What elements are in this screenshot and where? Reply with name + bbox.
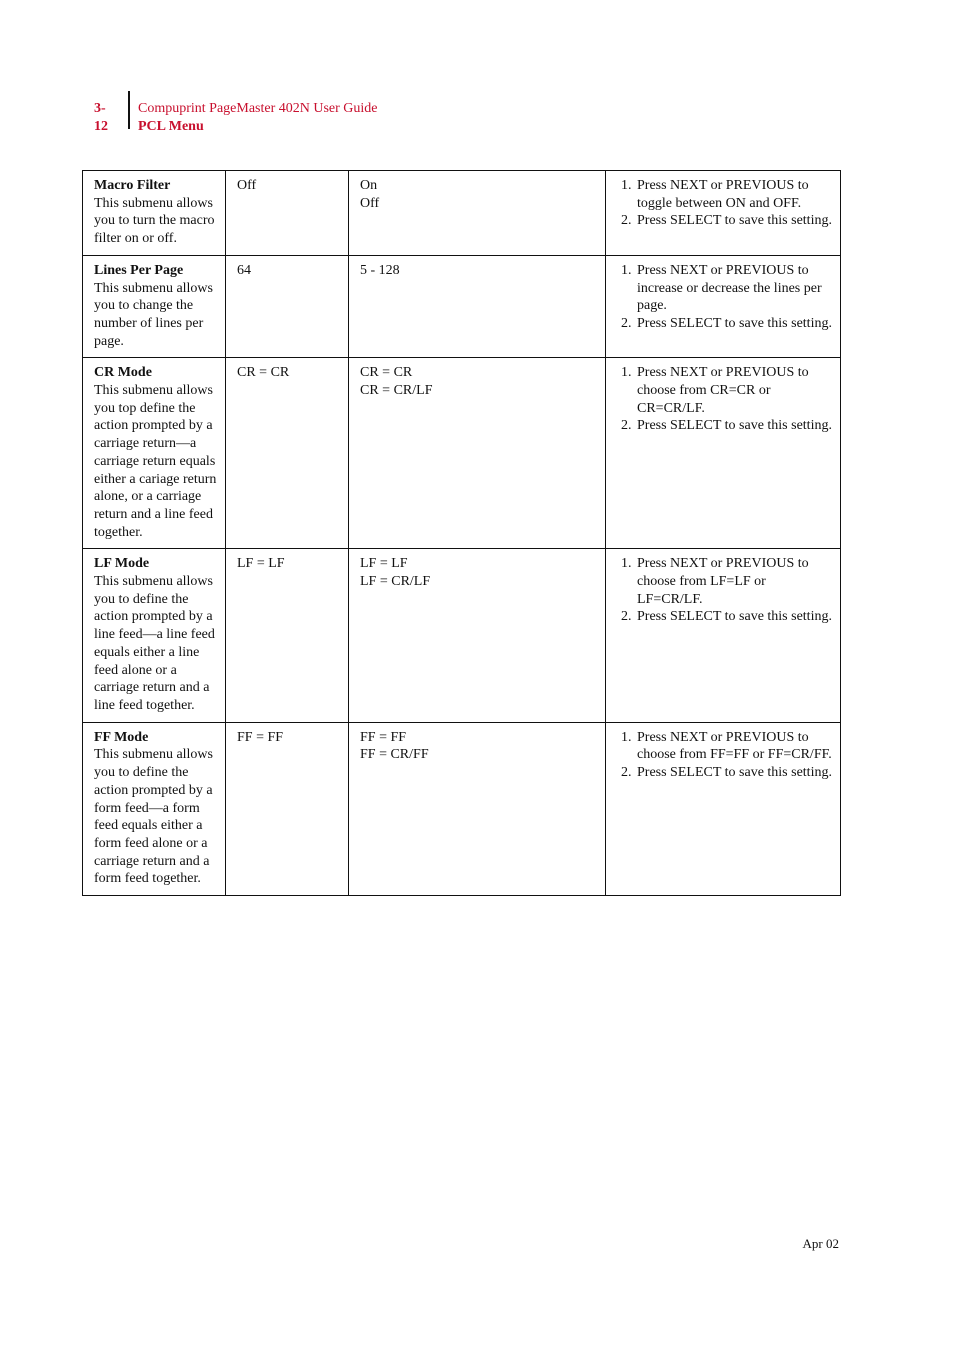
pcl-menu-table <box>82 170 841 896</box>
steps-list <box>617 177 832 230</box>
section-title: PCL Menu <box>138 119 204 134</box>
submenu-name: FF Mode <box>94 729 149 745</box>
submenu-description: This submenu allows you top define the action prompted by a carriage return—a carriage return equals either a cariage return alone, or a carriage return and a line feed together. <box>94 383 217 540</box>
submenu-name: CR Mode <box>94 365 152 381</box>
table-row <box>83 358 841 549</box>
default-value: Off <box>237 178 257 193</box>
option-value: Off <box>360 195 380 211</box>
default-value: FF = FF <box>237 729 284 745</box>
submenu-cell <box>83 722 226 895</box>
footer-date: Apr 02 <box>802 1236 839 1251</box>
steps-list <box>617 364 832 435</box>
steps-cell <box>606 549 841 722</box>
submenu-name: Macro Filter <box>94 178 171 193</box>
values-cell <box>349 358 606 549</box>
option-value: CR = CR/LF <box>360 383 433 399</box>
submenu-name: LF Mode <box>94 556 150 572</box>
option-value: CR = CR <box>360 365 413 381</box>
option-value: FF = FF <box>360 729 407 745</box>
submenu-description: This submenu allows you to define the action prompted by a form feed—a form feed equals either a form feed alone or a carriage return and a form feed together. <box>94 747 213 887</box>
step-item: 1. Press NEXT or PREVIOUS to increase or decrease the lines per page. <box>635 262 832 315</box>
submenu-name: Lines Per Page <box>94 262 184 278</box>
page-number: 3-12 <box>94 101 108 134</box>
default-value: LF = LF <box>237 556 285 572</box>
step-item: 2. Press SELECT to save this setting. <box>635 315 832 333</box>
steps-list <box>617 262 832 333</box>
submenu-cell <box>83 255 226 358</box>
option-value: On <box>360 178 378 193</box>
values-cell <box>349 549 606 722</box>
default-cell <box>226 549 349 722</box>
table-row <box>83 255 841 358</box>
steps-list <box>617 729 832 782</box>
steps-cell <box>606 358 841 549</box>
submenu-description: This submenu allows you to define the action prompted by a line feed—a line feed equals either a line feed alone or a carriage return and a line feed together. <box>94 574 215 713</box>
submenu-description: This submenu allows you to change the number of lines per page. <box>94 280 213 349</box>
values-cell <box>349 171 606 256</box>
step-item: 2. Press SELECT to save this setting. <box>635 764 832 782</box>
default-value: 64 <box>237 262 251 278</box>
document-title: Compuprint PageMaster 402N User Guide <box>138 101 378 116</box>
values-cell <box>349 255 606 358</box>
default-cell <box>226 358 349 549</box>
steps-cell <box>606 722 841 895</box>
default-cell <box>226 171 349 256</box>
default-cell <box>226 722 349 895</box>
header-divider <box>128 91 130 129</box>
default-value: CR = CR <box>237 365 290 381</box>
option-value: FF = CR/FF <box>360 747 429 763</box>
option-value: LF = CR/LF <box>360 574 431 590</box>
submenu-cell <box>83 358 226 549</box>
step-item: 1. Press NEXT or PREVIOUS to choose from LF=LF or LF=CR/LF. <box>635 555 832 608</box>
option-value: LF = LF <box>360 556 408 572</box>
table-row <box>83 549 841 722</box>
steps-cell <box>606 255 841 358</box>
submenu-cell <box>83 549 226 722</box>
step-item: 1. Press NEXT or PREVIOUS to choose from CR=CR or CR=CR/LF. <box>635 364 832 417</box>
table-row <box>83 171 841 256</box>
step-item: 2. Press SELECT to save this setting. <box>635 417 832 435</box>
step-item: 1. Press NEXT or PREVIOUS to choose from FF=FF or FF=CR/FF. <box>635 729 832 764</box>
step-item: 2. Press SELECT to save this setting. <box>635 608 832 626</box>
steps-cell <box>606 171 841 256</box>
step-item: 1. Press NEXT or PREVIOUS to toggle between ON and OFF. <box>635 177 832 212</box>
steps-list <box>617 555 832 626</box>
step-item: 2. Press SELECT to save this setting. <box>635 212 832 230</box>
values-cell <box>349 722 606 895</box>
table-row <box>83 722 841 895</box>
submenu-cell <box>83 171 226 256</box>
option-value: 5 - 128 <box>360 262 400 278</box>
default-cell <box>226 255 349 358</box>
submenu-description: This submenu allows you to turn the macro filter on or off. <box>94 195 215 247</box>
